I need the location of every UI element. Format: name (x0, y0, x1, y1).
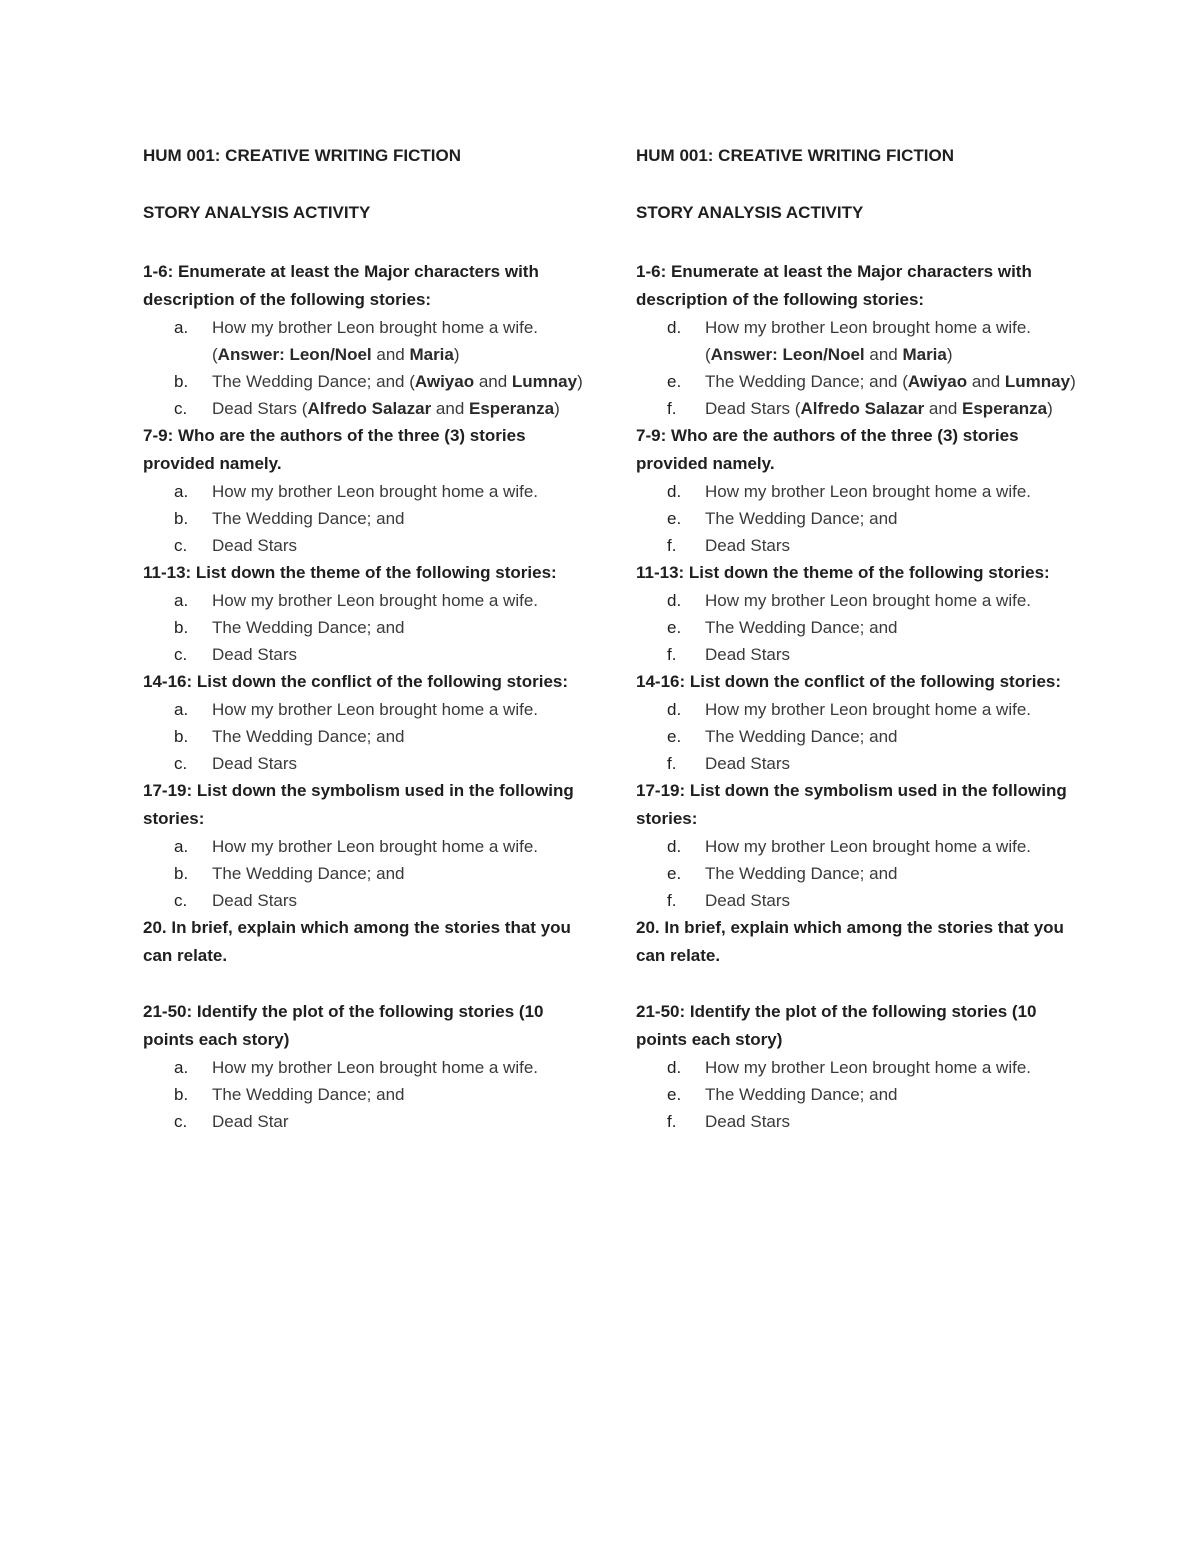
document-title: HUM 001: CREATIVE WRITING FICTION (143, 146, 461, 165)
document-title: HUM 001: CREATIVE WRITING FICTION (636, 146, 954, 165)
list-item (143, 587, 583, 614)
list-item (636, 750, 1076, 777)
story-title: Dead Stars (212, 891, 298, 910)
list-item (636, 395, 1076, 422)
question-conflict (636, 668, 1076, 777)
answer-character-2: Esperanza (962, 399, 1048, 418)
story-title: Dead Stars (212, 399, 302, 418)
list-item (636, 887, 1076, 914)
question-prompt: 14-16: List down the conflict of the following stories: (143, 672, 569, 691)
list-marker: f. (667, 645, 677, 664)
story-list (636, 478, 1076, 559)
list-item (143, 723, 583, 750)
question-prompt: 20. In brief, explain which among the stories that you can relate. (636, 918, 1064, 965)
story-title: How my brother Leon brought home a wife. (705, 318, 1032, 337)
answer-character-2: Maria (409, 345, 454, 364)
answer-character-2: Esperanza (469, 399, 555, 418)
story-title: Dead Stars (705, 645, 791, 664)
question-conflict (143, 668, 583, 777)
list-marker: f. (667, 754, 677, 773)
answer-character-1: Awiyao (907, 372, 968, 391)
list-marker: e. (667, 864, 682, 883)
list-item (143, 368, 583, 395)
list-marker: e. (667, 618, 682, 637)
list-marker: b. (174, 509, 189, 528)
question-characters (636, 258, 1076, 422)
story-title: How my brother Leon brought home a wife. (705, 591, 1032, 610)
question-authors (143, 422, 583, 559)
story-list (636, 587, 1076, 668)
list-marker: b. (174, 618, 189, 637)
story-title: How my brother Leon brought home a wife. (212, 1058, 539, 1077)
question-symbolism (143, 777, 583, 914)
list-item (636, 1108, 1076, 1135)
answer-paren-close: ) (453, 345, 460, 364)
answer-character-1: Alfredo Salazar (307, 399, 432, 418)
question-prompt: 21-50: Identify the plot of the following stories (10 points each story) (636, 1002, 1037, 1049)
question-prompt: 17-19: List down the symbolism used in the following stories: (636, 781, 1067, 828)
answer-character-2: Maria (902, 345, 947, 364)
question-prompt: 1-6: Enumerate at least the Major characters with description of the following stories: (143, 262, 539, 309)
list-item (636, 478, 1076, 505)
question-prompt: 14-16: List down the conflict of the following stories: (636, 672, 1062, 691)
question-relate (636, 914, 1076, 970)
story-title: Dead Stars (212, 754, 298, 773)
story-title: Dead Stars (705, 1112, 791, 1131)
list-item (636, 368, 1076, 395)
story-title: How my brother Leon brought home a wife. (705, 482, 1032, 501)
answer-character-1: Answer: Leon/Noel (217, 345, 372, 364)
list-marker: f. (667, 891, 677, 910)
list-item (143, 478, 583, 505)
list-marker: b. (174, 1085, 189, 1104)
list-item (143, 750, 583, 777)
story-title: How my brother Leon brought home a wife. (212, 700, 539, 719)
list-item (636, 505, 1076, 532)
story-title: The Wedding Dance; and (212, 618, 405, 637)
story-title: The Wedding Dance; and (212, 1085, 405, 1104)
story-title: The Wedding Dance; and (212, 864, 405, 883)
right-column (636, 145, 1076, 1135)
list-marker: a. (174, 700, 189, 719)
story-title: The Wedding Dance; and (212, 727, 405, 746)
list-item (636, 641, 1076, 668)
answer-conjunction: and (431, 399, 470, 418)
list-item (143, 395, 583, 422)
list-marker: c. (174, 399, 188, 418)
list-marker: d. (667, 1058, 682, 1077)
story-title: The Wedding Dance; and (705, 864, 898, 883)
question-characters (143, 258, 583, 422)
list-item (636, 587, 1076, 614)
list-marker: c. (174, 645, 188, 664)
story-title: Dead Stars (705, 754, 791, 773)
question-theme (143, 559, 583, 668)
story-title: Dead Stars (705, 891, 791, 910)
list-item (636, 723, 1076, 750)
question-prompt: 17-19: List down the symbolism used in the following stories: (143, 781, 574, 828)
story-title: Dead Star (212, 1112, 289, 1131)
list-marker: c. (174, 1112, 188, 1131)
list-item (143, 860, 583, 887)
question-plot (143, 998, 583, 1135)
list-marker: a. (174, 1058, 189, 1077)
list-item (636, 532, 1076, 559)
list-marker: e. (667, 372, 682, 391)
story-title: Dead Stars (212, 536, 298, 555)
list-marker: d. (667, 700, 682, 719)
question-relate (143, 914, 583, 970)
list-item (143, 1108, 583, 1135)
story-list (143, 314, 583, 422)
story-title: The Wedding Dance; and (705, 727, 898, 746)
list-marker: a. (174, 837, 189, 856)
answer-character-1: Awiyao (414, 372, 475, 391)
answer-paren-close: ) (554, 399, 560, 418)
list-marker: b. (174, 864, 189, 883)
list-item (143, 314, 583, 368)
story-list (636, 1054, 1076, 1135)
list-item (143, 614, 583, 641)
list-marker: e. (667, 727, 682, 746)
story-list (143, 696, 583, 777)
list-item (143, 532, 583, 559)
answer-paren-open: ( (301, 399, 308, 418)
document-subtitle: STORY ANALYSIS ACTIVITY (143, 203, 371, 222)
story-list (143, 1054, 583, 1135)
answer-paren-open: ( (705, 345, 711, 364)
story-title: How my brother Leon brought home a wife. (212, 482, 539, 501)
left-column (143, 145, 583, 1135)
story-title: The Wedding Dance; and (212, 372, 410, 391)
story-title: The Wedding Dance; and (705, 372, 903, 391)
list-item (636, 833, 1076, 860)
list-marker: f. (667, 1112, 677, 1131)
list-marker: a. (174, 482, 189, 501)
story-title: Dead Stars (212, 645, 298, 664)
story-list (636, 833, 1076, 914)
story-title: Dead Stars (705, 399, 795, 418)
story-title: How my brother Leon brought home a wife. (705, 1058, 1032, 1077)
list-marker: d. (667, 318, 682, 337)
list-marker: b. (174, 727, 189, 746)
list-marker: d. (667, 482, 682, 501)
answer-paren-close: ) (946, 345, 953, 364)
list-item (143, 696, 583, 723)
list-item (143, 505, 583, 532)
answer-conjunction: and (371, 345, 410, 364)
answer-paren-close: ) (577, 372, 583, 391)
question-prompt: 7-9: Who are the authors of the three (3) stories provided namely. (143, 426, 526, 473)
story-title: The Wedding Dance; and (705, 618, 898, 637)
answer-conjunction: and (967, 372, 1005, 391)
story-list (143, 833, 583, 914)
list-marker: d. (667, 591, 682, 610)
list-item (143, 887, 583, 914)
list-marker: b. (174, 372, 189, 391)
list-marker: f. (667, 536, 677, 555)
story-list (143, 478, 583, 559)
list-marker: d. (667, 837, 682, 856)
answer-paren-open: ( (409, 372, 415, 391)
list-marker: e. (667, 1085, 682, 1104)
answer-paren-open: ( (902, 372, 908, 391)
story-title: How my brother Leon brought home a wife. (212, 837, 539, 856)
answer-character-2: Lumnay (1004, 372, 1071, 391)
story-title: The Wedding Dance; and (212, 509, 405, 528)
question-prompt: 21-50: Identify the plot of the following stories (10 points each story) (143, 1002, 544, 1049)
story-title: Dead Stars (705, 536, 791, 555)
answer-paren-open: ( (212, 345, 218, 364)
list-item (636, 314, 1076, 368)
story-title: How my brother Leon brought home a wife. (212, 318, 539, 337)
answer-conjunction: and (924, 399, 963, 418)
list-marker: c. (174, 754, 188, 773)
answer-paren-open: ( (794, 399, 801, 418)
story-list (636, 696, 1076, 777)
story-list (636, 314, 1076, 422)
list-marker: a. (174, 591, 189, 610)
list-marker: c. (174, 536, 188, 555)
list-item (636, 1054, 1076, 1081)
answer-character-1: Alfredo Salazar (800, 399, 925, 418)
story-title: The Wedding Dance; and (705, 509, 898, 528)
answer-character-1: Answer: Leon/Noel (710, 345, 865, 364)
list-marker: e. (667, 509, 682, 528)
question-authors (636, 422, 1076, 559)
list-item (143, 1054, 583, 1081)
answer-conjunction: and (864, 345, 903, 364)
list-marker: f. (667, 399, 677, 418)
question-plot (636, 998, 1076, 1135)
question-prompt: 7-9: Who are the authors of the three (3) stories provided namely. (636, 426, 1019, 473)
question-prompt: 1-6: Enumerate at least the Major characters with description of the following stories: (636, 262, 1032, 309)
question-theme (636, 559, 1076, 668)
list-item (636, 614, 1076, 641)
story-list (143, 587, 583, 668)
answer-paren-close: ) (1070, 372, 1076, 391)
question-prompt: 11-13: List down the theme of the following stories: (636, 563, 1050, 582)
story-title: How my brother Leon brought home a wife. (705, 837, 1032, 856)
list-item (636, 1081, 1076, 1108)
story-title: How my brother Leon brought home a wife. (705, 700, 1032, 719)
answer-paren-close: ) (1047, 399, 1053, 418)
list-item (636, 860, 1076, 887)
story-title: How my brother Leon brought home a wife. (212, 591, 539, 610)
list-item (143, 1081, 583, 1108)
question-prompt: 11-13: List down the theme of the following stories: (143, 563, 557, 582)
list-item (143, 641, 583, 668)
list-item (636, 696, 1076, 723)
story-title: The Wedding Dance; and (705, 1085, 898, 1104)
answer-conjunction: and (474, 372, 512, 391)
question-prompt: 20. In brief, explain which among the stories that you can relate. (143, 918, 571, 965)
list-marker: c. (174, 891, 188, 910)
document-subtitle: STORY ANALYSIS ACTIVITY (636, 203, 864, 222)
answer-character-2: Lumnay (511, 372, 578, 391)
list-item (143, 833, 583, 860)
question-symbolism (636, 777, 1076, 914)
list-marker: a. (174, 318, 189, 337)
